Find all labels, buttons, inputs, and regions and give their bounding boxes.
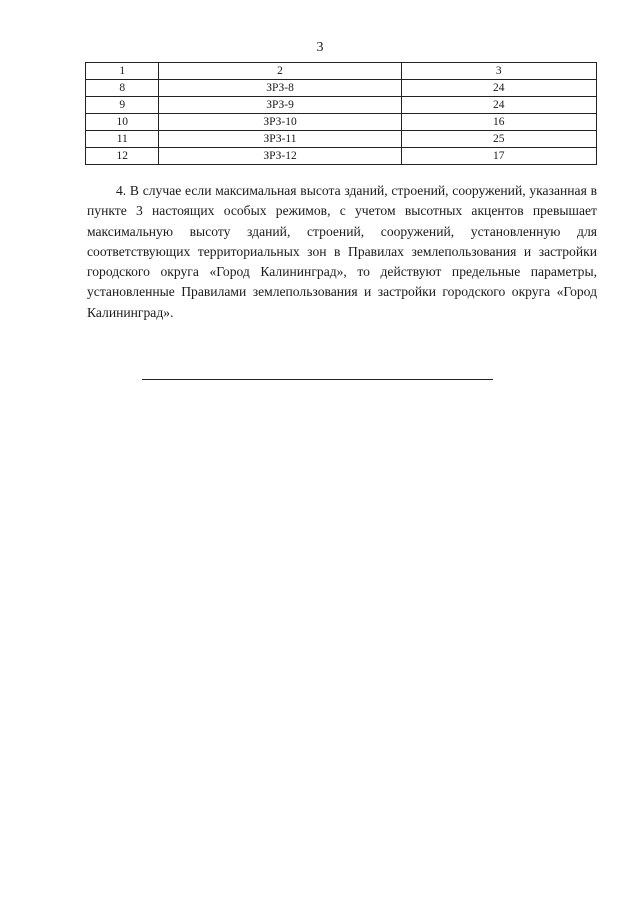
table-row <box>86 131 597 148</box>
table-cell-number: 8 <box>86 80 159 97</box>
table-cell-number: 9 <box>86 97 159 114</box>
table-row <box>86 97 597 114</box>
table-row <box>86 114 597 131</box>
paragraph-4 <box>87 181 597 323</box>
table-header-row <box>86 63 597 80</box>
table-cell-height: 24 <box>401 97 596 114</box>
table-cell-height: 24 <box>401 80 596 97</box>
table-row <box>86 148 597 165</box>
zones-height-table <box>85 62 597 165</box>
table-header-cell: 3 <box>401 63 596 80</box>
table-cell-zone: ЗРЗ-10 <box>159 114 401 131</box>
table-cell-height: 16 <box>401 114 596 131</box>
table-cell-number: 11 <box>86 131 159 148</box>
table-cell-height: 17 <box>401 148 596 165</box>
signature-line <box>142 379 493 380</box>
table-cell-zone: ЗРЗ-9 <box>159 97 401 114</box>
page-number: 3 <box>316 40 324 55</box>
table-header-cell: 2 <box>159 63 401 80</box>
table-cell-zone: ЗРЗ-12 <box>159 148 401 165</box>
paragraph-text: 4. В случае если максимальная высота зданий, строений, сооружений, указанная в пункте 3 настоящих особых режимов, с учетом высотных акцентов превышает максимальную высоту зданий, строений, сооружений, установленную для соответствующих территориальных зон в Правилах землепользования и застройки городского округа «Город Калининград», то действуют предельные параметры, установленные Правилами землепользования и застройки городского округа «Город Калининград». <box>87 183 597 320</box>
table-cell-number: 12 <box>86 148 159 165</box>
table-cell-number: 10 <box>86 114 159 131</box>
table-cell-zone: ЗРЗ-8 <box>159 80 401 97</box>
table-row <box>86 80 597 97</box>
table-header-cell: 1 <box>86 63 159 80</box>
table-cell-zone: ЗРЗ-11 <box>159 131 401 148</box>
table-cell-height: 25 <box>401 131 596 148</box>
